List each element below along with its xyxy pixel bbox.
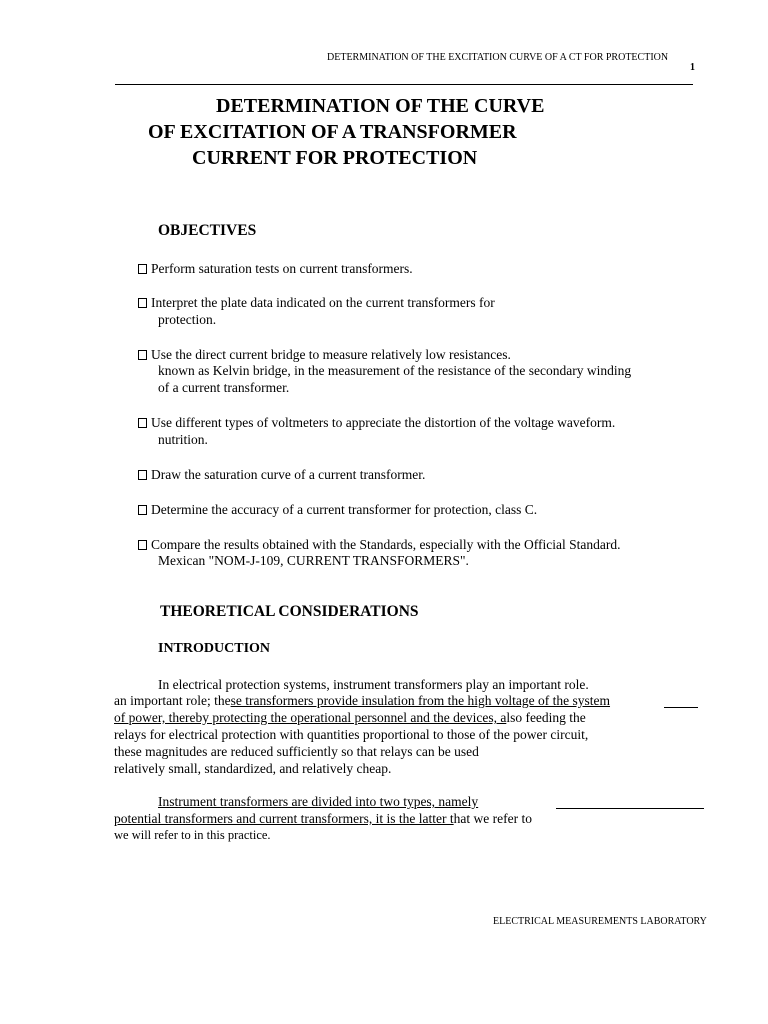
checkbox-bullet-icon: [138, 505, 147, 515]
objective-item-7: Compare the results obtained with the Standards, especially with the Official Standard.: [138, 537, 621, 553]
intro-p1-line5: these magnitudes are reduced sufficiently so that relays can be used: [114, 744, 479, 759]
objectives-heading: OBJECTIVES: [158, 222, 257, 239]
objective-item-3-cont1: known as Kelvin bridge, in the measurement of the resistance of the secondary winding: [158, 363, 632, 378]
header-rule: [115, 84, 693, 85]
intro-p1-line2: an important role; these transformers provide insulation from the high voltage of the system: [114, 693, 611, 708]
intro-p1-line3: of power, thereby protecting the operational personnel and the devices, also feeding the: [114, 710, 586, 725]
checkbox-bullet-icon: [138, 298, 147, 308]
footer-text: ELECTRICAL MEASUREMENTS LABORATORY: [493, 916, 707, 927]
title-line-2: OF EXCITATION OF A TRANSFORMER: [148, 121, 517, 143]
objective-item-5: Draw the saturation curve of a current transformer.: [138, 467, 425, 483]
intro-p1-line1: In electrical protection systems, instrument transformers play an important role.: [158, 677, 589, 692]
objective-item-2-cont: protection.: [158, 312, 217, 327]
objective-item-4-cont: nutrition.: [158, 432, 208, 447]
checkbox-bullet-icon: [138, 470, 147, 480]
running-header: DETERMINATION OF THE EXCITATION CURVE OF A CT FOR PROTECTION: [327, 52, 669, 63]
title-line-1: DETERMINATION OF THE CURVE: [216, 95, 545, 117]
intro-p1-line6: relatively small, standardized, and relatively cheap.: [114, 761, 392, 776]
checkbox-bullet-icon: [138, 418, 147, 428]
objective-item-3-cont2: of a current transformer.: [158, 380, 290, 395]
intro-p1-line4: relays for electrical protection with quantities proportional to those of the power circuit,: [114, 727, 589, 742]
checkbox-bullet-icon: [138, 540, 147, 550]
intro-p2-line1: Instrument transformers are divided into two types, namely: [158, 794, 479, 809]
intro-p2-line3: we will refer to in this practice.: [114, 828, 271, 842]
page-number: 1: [690, 62, 695, 73]
objective-item-6: Determine the accuracy of a current transformer for protection, class C.: [138, 502, 537, 518]
objective-item-3: Use the direct current bridge to measure relatively low resistances.: [138, 347, 511, 363]
checkbox-bullet-icon: [138, 350, 147, 360]
underline-extension: [664, 707, 698, 708]
title-line-3: CURRENT FOR PROTECTION: [192, 147, 478, 169]
objective-item-1: Perform saturation tests on current transformers.: [138, 261, 413, 277]
objective-item-7-cont: Mexican "NOM-J-109, CURRENT TRANSFORMERS".: [158, 553, 469, 568]
objective-item-2: Interpret the plate data indicated on the current transformers for: [138, 295, 495, 311]
underline-extension: [556, 808, 704, 809]
theory-heading: THEORETICAL CONSIDERATIONS: [160, 603, 419, 620]
checkbox-bullet-icon: [138, 264, 147, 274]
introduction-heading: INTRODUCTION: [158, 641, 271, 656]
intro-p2-line2: potential transformers and current transformers, it is the latter that we refer to: [114, 811, 532, 826]
objective-item-4: Use different types of voltmeters to appreciate the distortion of the voltage waveform.: [138, 415, 615, 431]
